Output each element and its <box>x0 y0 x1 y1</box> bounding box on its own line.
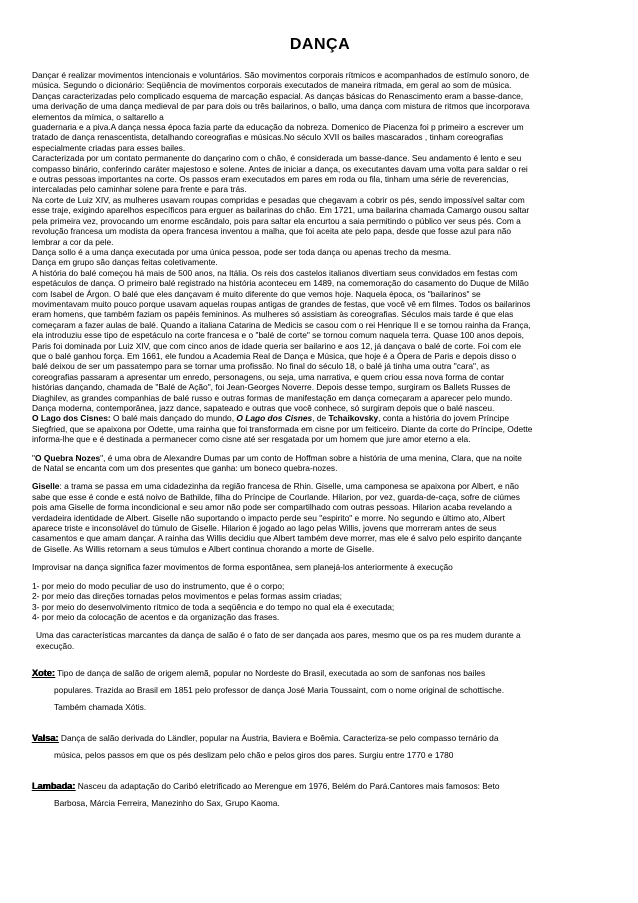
page-title: DANÇA <box>289 36 351 53</box>
text-line: Dança em grupo são danças feitas coletivamente. <box>32 257 218 268</box>
text-line: Dançar é realizar movimentos intencionais e voluntários. São movimentos corporais rítmicos e acompanhados de estímulo sonoro, de <box>32 70 530 80</box>
lago-composer: Tchaikovsky <box>328 413 379 424</box>
giselle-line: aparece triste e inconsolável do túmulo de Giselle. Hilarion é jogado ao lago pelas Willis, jovens que morreram antes de seus <box>32 523 497 534</box>
quebra-line <box>32 453 608 463</box>
text-line: com Isabel de Árgon. O balé que eles dançavam é muito diferente do que vemos hoje. Naquela época, os "bailarinos" se <box>32 288 481 299</box>
text-line: elementos da mímica, o saltarello a <box>32 111 164 122</box>
giselle-paragraph <box>32 481 608 554</box>
dance-definitions <box>32 665 608 812</box>
text-line: esse traje, exigindo aparelhos específicos para erguer as bailarinas do chão. Em 1721, uma bailarina chamada Camargo ousou saltar <box>32 205 530 216</box>
dance-entry <box>32 665 608 716</box>
text-line: Paris foi dominada por Luiz XIV, que com cinco anos de idade queria ser bailarino e aos 12, já dançava o balé de corte. Foi com ele <box>32 340 521 351</box>
text-line: começaram a fazer aulas de balé. Quando a italiana Catarina de Medicis se casou com o rei Henrique II e se tornou rainha da França, <box>32 319 531 330</box>
lago-line <box>32 413 608 423</box>
text-line: Diaghilev, as grandes companhias de balé russo e outras formas de manifestação em dança começaram a aparecer pelo mundo. <box>32 392 513 403</box>
lago-paragraph <box>32 413 608 444</box>
text-line: histórias dançando, chamada de "Balé de Ação", foi Jean-Georges Noverre. Depois desse tempo, surgiram os Ballets Russes de <box>32 382 511 393</box>
giselle-line <box>32 481 608 491</box>
dance-description-line: Também chamada Xótis. <box>54 702 147 713</box>
dance-first-line <box>32 730 608 747</box>
text-line: intercaladas pelo caminhar solene para frente e para trás. <box>32 184 247 195</box>
text-line: revolução francesa um modista da opera francesa inventou a malha, que foi aceita ate pelo papa, desde que fosse azul para não <box>32 226 512 237</box>
giselle-line: de Giselle. As Willis retornam a seus túmulos e Albert continua chorando a morte de Giselle. <box>32 543 375 554</box>
list-item: 1- por meio do modo peculiar de uso do instrumento, que é o corpo; <box>32 580 285 591</box>
text-line: guadernaria e a piva.A dança nessa época fazia parte da educação da nobreza. Domenico de Piacenza foi p primeiro a escrever um <box>32 122 524 133</box>
quebra-paragraph <box>32 453 608 474</box>
giselle-body <box>32 492 608 554</box>
text-line: Dança sollo é a uma dança executada por uma única pessoa, pode ser toda dança ou apenas trecho da mesma. <box>32 246 452 257</box>
list-item: 3- por meio do desenvolvimento rítmico de toda a seqüência e do tempo no qual ela é executada; <box>32 601 395 612</box>
giselle-line: pois ama Giselle de forma incondicional e seu amor não pode ser compartilhado com outras pessoas. Hilarion acaba revelando a <box>32 502 512 513</box>
salao-line: execução. <box>36 640 75 651</box>
dance-first-line <box>32 778 608 795</box>
dance-description-line: populares. Trazida ao Brasil em 1851 pelo professor de dança José Maria Toussaint, com o nome original de schottische. <box>54 685 505 696</box>
giselle-line: sabe que esse é conde e está noivo de Bathilde, filha do Príncipe de Courlande. Hilarion, por vez, guarda-de-caça, sofre de ciúmes <box>32 491 520 502</box>
lago-heading: O Lago dos Cisnes: <box>32 413 111 424</box>
list-item: 4- por meio da colocação de acentos e da organização das frases. <box>32 611 280 622</box>
dance-name: Xote: <box>32 668 55 679</box>
quebra-quote: " <box>32 452 35 463</box>
giselle-heading: Giselle <box>32 481 60 492</box>
dance-description: Dança de salão derivada do Ländler, popular na Áustria, Baviera e Boêmia. Caracteriza-se pelo compasso ternário da <box>58 733 499 744</box>
dance-name: Valsa: <box>32 733 59 744</box>
text-line: uma derivação de uma dança medieval de par para dois ou três bailarinos, o ballo, uma dança com mistura de ritmos que incorporava <box>32 101 530 112</box>
improvisar-paragraph <box>32 562 608 572</box>
text-line: lembrar a cor da pele. <box>32 236 114 247</box>
document-page <box>32 36 608 812</box>
text-line: Na corte de Luiz XIV, as mulheres usavam roupas compridas e pesadas que chegavam a cobrir os pés, sendo impossível saltar com <box>32 194 525 205</box>
text-line: eram homens, que também faziam os papéis femininos. As mulheres só assistiam às coreografias. Séculos mais tarde é que elas <box>32 309 514 320</box>
quebra-heading: O Quebra Nozes <box>34 452 101 463</box>
giselle-line: verdadeira identidade de Albert. Giselle não suportando o impacto perde seu "espirito" e morre. No segundo e último ato, Albert <box>32 512 505 523</box>
giselle-text: : a trama se passa em uma cidadezinha da região francesa de Rhin. Giselle, uma camponesa se apaixona por Albert, e não <box>59 481 519 492</box>
text-line: e outras pessoas importantes na corte. Os passos eram executados em pares em roda ou fila, tinham uma série de reverencias, <box>32 174 509 185</box>
text-line: A história do balé começou há mais de 500 anos, na Itália. Os reis dos castelos italianos divertiam seus convidados em festas com <box>32 267 518 278</box>
text-line: Caracterizada por um contato permanente do dançarino com o chão, é considerada um basse-dance. Seu andamento é lento e seu <box>32 153 522 164</box>
lago-work-title: O Lago dos Cisnes <box>236 413 313 424</box>
dance-entry <box>32 730 608 764</box>
text-line: ela introduziu esse tipo de espetáculo na corte francesa e o "balé de corte" se tornou comum naquela terra. Quase 100 anos depois, <box>32 330 525 341</box>
improvisar-list <box>32 581 608 623</box>
dance-name: Lambada: <box>32 781 76 792</box>
quebra-text: ", é uma obra de Alexandre Dumas par um conto de Hoffman sobre a história de uma menina, Clara, que na noite <box>100 452 522 463</box>
dance-description-line: Barbosa, Márcia Ferreira, Manezinho do Sax, Grupo Kaoma. <box>54 798 280 809</box>
text-line: coreografias passaram a apresentar um enredo, personagens, ou seja, uma narrativa, e quem criou essa nova forma de contar <box>32 371 505 382</box>
text-line: Danças caracterizadas pelo complicado esquema de marcação espacial. As danças básicas do Renascimento eram a basse-dance, <box>32 90 524 101</box>
text-line: compasso binário, conferindo caráter majestoso e solene. Antes de iniciar a dança, os executantes davam uma volta para saldar o rei <box>32 163 528 174</box>
lago-line: Siegfried, que se apaixona por Odette, uma rainha que foi transformada em cisne por um feiticeiro. Diante da corte do Príncipe, Odette <box>32 423 533 434</box>
lago-text: O balé mais dançado do mundo, <box>110 413 237 424</box>
dance-description-line: música, pelos passos em que os pés deslizam pelo chão e pelos giros dos pares. Surgiu entre 1770 e 1780 <box>54 750 454 761</box>
text-line: Dança moderna, contemporânea, jazz dance, sapateado e outras que você conhece, só surgiram depois que o balé nasceu. <box>32 403 495 413</box>
salao-paragraph <box>36 630 608 651</box>
lago-text: , de <box>312 413 329 424</box>
text-line: movimentavam muito pouco porque usavam aquelas roupas antigas de grandes de festas, que você vê em filmes. Todos os bailarinos <box>32 298 531 309</box>
giselle-line: casamentos e que amam dançar. A rainha das Willis decidiu que Albert também deve morrer, mas ele é salvo pelo espirito dançante <box>32 533 522 544</box>
lago-text: , conta a história do jovem Príncipe <box>378 413 509 424</box>
text-line: espetáculos de dança. O primeiro balé registrado na história aconteceu em 1489, na comemoração do casamento do Duque de Milão <box>32 278 529 289</box>
dance-entry <box>32 778 608 812</box>
dance-description: Nasceu da adaptação do Caribó eletrificado ao Merengue em 1976, Belém do Pará.Cantores mais famosos: Beto <box>75 781 500 792</box>
text-line: balé deixou de ser um passatempo para se tornar uma profissão. No final do século 18, o balé já tinha uma outra "cara", as <box>32 361 490 372</box>
list-item: 2- por meio das direções tornadas pelos movimentos e pelas formas assim criadas; <box>32 591 343 602</box>
dance-description: Tipo de dança de salão de origem alemã, popular no Nordeste do Brasil, executada ao som de sanfonas nos bailes <box>54 668 486 679</box>
improvisar-text: Improvisar na dança significa fazer movimentos de forma espontânea, sem planejá-los anteriormente à execução <box>32 562 453 573</box>
text-line: pela primeira vez, provocando um enorme escândalo, pois para saltar ela encurtou a saia permitindo o público ver seus pés. Com a <box>32 215 521 226</box>
lago-line: informa-lhe que e é destinada a permanecer como cisne até ser resgatada por um homem que jure amor eterno a ela. <box>32 434 471 445</box>
text-line: música. Segundo o dicionário: Seqüência de movimentos corporais executados de maneira ritmada, em geral ao som de música. <box>32 80 512 91</box>
dance-first-line <box>32 665 608 682</box>
text-line: tratado de dança renascentista, detalhando coreografias e músicas.No século XVII os bailes mascarados , tinham coreografias <box>32 132 504 143</box>
salao-line: Uma das características marcantes da dança de salão é o fato de ser dançada aos pares, mesmo que os pa res mudem durante a <box>36 630 521 641</box>
quebra-line: de Natal se encanta com um dos presentes que ganha: um boneco quebra-nozes. <box>32 463 338 474</box>
text-line: especialmente criadas para esses bailes. <box>32 142 186 153</box>
intro-text <box>32 70 608 413</box>
text-line: que o balé ganhou força. Em 1661, ele fundou a Academia Real de Dança e Música, que hoje é a Ópera de Paris e depois disso o <box>32 350 517 361</box>
